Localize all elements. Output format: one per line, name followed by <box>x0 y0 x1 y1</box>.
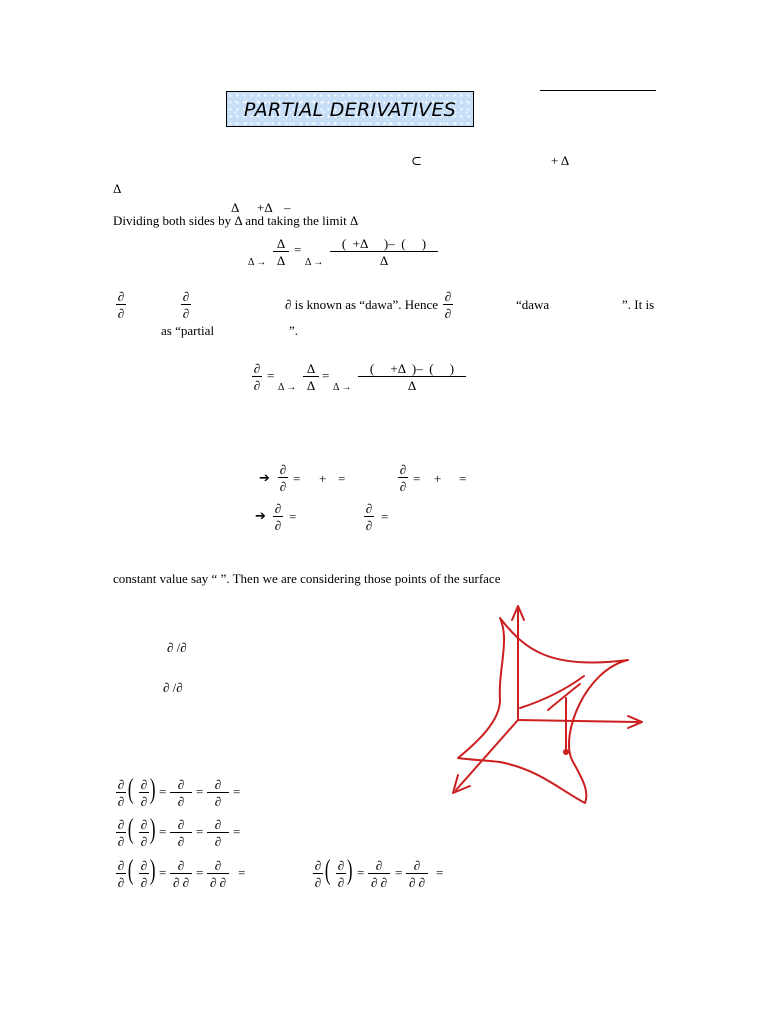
frac-den: ∂ <box>117 875 125 890</box>
equals-15: = <box>233 824 241 839</box>
point-marker <box>563 749 569 755</box>
frac-den: ∂ <box>314 875 322 890</box>
frac-num: ∂ <box>399 462 407 477</box>
dawa-quote-text: “dawa <box>516 297 550 312</box>
frac-den: ∂ ∂ <box>172 875 190 890</box>
frac-bar <box>139 792 149 793</box>
page-title: PARTIAL DERIVATIVES <box>243 99 457 121</box>
subset-symbol: ⊂ <box>411 153 422 168</box>
frac-bar <box>207 792 229 793</box>
arrow-right-icon: ➔ <box>255 509 266 524</box>
frac-den: ∂ ∂ <box>370 875 388 890</box>
frac-den: Δ <box>276 253 286 268</box>
known-as-text: ∂ is known as “dawa”. Hence <box>285 297 438 312</box>
frac-den: ∂ <box>365 518 373 533</box>
equals-2: = <box>267 368 275 383</box>
equals-20: = <box>395 865 403 880</box>
equals-21: = <box>436 865 444 880</box>
frac-num: ∂ <box>177 858 185 873</box>
frac-partial-20 <box>207 859 229 889</box>
frac-num: ∂ <box>140 817 148 832</box>
frac-den: Δ <box>407 378 417 393</box>
frac-num: ∂ <box>413 858 421 873</box>
frac-num: ∂ <box>177 817 185 832</box>
frac-bar <box>170 873 192 874</box>
frac-partial-10 <box>139 778 149 808</box>
delta-symbol-2: Δ <box>231 200 240 215</box>
paren-open-1: ( <box>127 774 134 805</box>
paren-close-1: ) <box>149 774 156 805</box>
equals-8: = <box>289 509 297 524</box>
dividing-text: Dividing both sides by Δ and taking the limit Δ <box>113 213 359 228</box>
frac-num: ∂ <box>444 289 452 304</box>
equals-10: = <box>159 784 167 799</box>
limit-arrow-1b: Δ → <box>305 257 324 268</box>
frac-bar <box>406 873 428 874</box>
equals-7: = <box>459 471 467 486</box>
frac-bar <box>336 873 346 874</box>
frac-partial-9 <box>116 778 126 808</box>
partial-ratio-1: ∂ /∂ <box>167 640 187 655</box>
frac-num: ∂ <box>214 858 222 873</box>
frac-den: Δ <box>306 378 316 393</box>
tangent-curve <box>520 676 584 708</box>
frac-num: ∂ <box>253 361 261 376</box>
frac-num: ∂ <box>182 289 190 304</box>
frac-num: ∂ <box>140 777 148 792</box>
frac-num: ∂ <box>337 858 345 873</box>
limit-arrow-1a: Δ → <box>248 257 267 268</box>
arrow-right-icon: ➔ <box>259 471 270 486</box>
frac-partial-17 <box>116 859 126 889</box>
frac-den: ∂ ∂ <box>408 875 426 890</box>
paren-close-4: ) <box>346 855 353 886</box>
frac-num: ∂ <box>214 777 222 792</box>
equals-6: = <box>413 471 421 486</box>
frac-bar <box>116 832 126 833</box>
equals-13: = <box>159 824 167 839</box>
frac-den: ∂ <box>399 479 407 494</box>
limit-arrow-2a: Δ → <box>278 382 297 393</box>
frac-num: ∂ <box>314 858 322 873</box>
x-axis <box>518 720 638 722</box>
frac-num: ∂ <box>279 462 287 477</box>
frac-bar <box>170 832 192 833</box>
equals-19: = <box>357 865 365 880</box>
frac-den: Δ <box>379 253 389 268</box>
frac-partial-23 <box>368 859 390 889</box>
plus-1: + <box>319 471 327 486</box>
surface-outline <box>458 618 628 803</box>
frac-num: ∂ <box>274 501 282 516</box>
frac-bar <box>313 873 323 874</box>
frac-den: ∂ <box>117 834 125 849</box>
frac-partial-12 <box>207 778 229 808</box>
frac-bar <box>139 873 149 874</box>
frac-bar <box>116 873 126 874</box>
delta-symbol-1: Δ <box>113 181 122 196</box>
frac-bar <box>207 832 229 833</box>
frac-partial-14 <box>139 818 149 848</box>
frac-num: ∂ <box>117 817 125 832</box>
paren-open-2: ( <box>127 814 134 845</box>
frac-num: ∂ <box>117 858 125 873</box>
plus-2: + <box>434 471 442 486</box>
equals-9: = <box>381 509 389 524</box>
frac-den: ∂ <box>140 875 148 890</box>
equals-3: = <box>322 368 330 383</box>
frac-bar <box>207 873 229 874</box>
frac-den: ∂ <box>337 875 345 890</box>
minus-symbol-1: – <box>284 200 291 215</box>
paren-close-2: ) <box>149 814 156 845</box>
frac-partial-18 <box>139 859 149 889</box>
plus-delta-2: +Δ <box>257 200 273 215</box>
frac-bar <box>116 792 126 793</box>
frac-den: ∂ <box>279 479 287 494</box>
frac-den: ∂ <box>117 794 125 809</box>
frac-den: ∂ <box>253 378 261 393</box>
frac-partial-15 <box>170 818 192 848</box>
equals-17: = <box>196 865 204 880</box>
quote-close-text: ”. <box>289 323 299 338</box>
frac-num: ∂ <box>117 289 125 304</box>
frac-num: ∂ <box>177 777 185 792</box>
frac-den: ∂ <box>117 306 125 321</box>
frac-den: ∂ <box>214 794 222 809</box>
equals-11: = <box>196 784 204 799</box>
equals-16: = <box>159 865 167 880</box>
limit-arrow-2b: Δ → <box>333 382 352 393</box>
frac-bar <box>139 832 149 833</box>
frac-den: ∂ <box>140 834 148 849</box>
paren-close-3: ) <box>149 855 156 886</box>
frac-partial-13 <box>116 818 126 848</box>
frac-num: ( +Δ )– ( ) <box>369 361 455 376</box>
frac-den: ∂ <box>177 834 185 849</box>
constant-value-text: constant value say “ ”. Then we are considering those points of the surface <box>113 571 501 586</box>
frac-partial-11 <box>170 778 192 808</box>
frac-partial-22 <box>336 859 346 889</box>
frac-num: ∂ <box>375 858 383 873</box>
frac-num: ∂ <box>214 817 222 832</box>
frac-den: ∂ <box>214 834 222 849</box>
frac-partial-24 <box>406 859 428 889</box>
frac-partial-19 <box>170 859 192 889</box>
frac-num: ∂ <box>365 501 373 516</box>
frac-den: ∂ <box>444 306 452 321</box>
frac-partial-21 <box>313 859 323 889</box>
frac-den: ∂ ∂ <box>209 875 227 890</box>
paren-open-4: ( <box>324 855 331 886</box>
frac-bar <box>170 792 192 793</box>
frac-bar <box>368 873 390 874</box>
equals-12: = <box>233 784 241 799</box>
frac-den: ∂ <box>274 518 282 533</box>
frac-den: ∂ <box>182 306 190 321</box>
frac-num: Δ <box>276 236 286 251</box>
as-partial-text: as “partial <box>161 323 215 338</box>
equals-4: = <box>293 471 301 486</box>
plus-delta-1: + Δ <box>551 153 570 168</box>
equals-5: = <box>338 471 346 486</box>
it-is-text: ”. It is <box>622 297 655 312</box>
paren-open-3: ( <box>127 855 134 886</box>
frac-num: ∂ <box>140 858 148 873</box>
frac-partial-16 <box>207 818 229 848</box>
frac-den: ∂ <box>140 794 148 809</box>
frac-num: Δ <box>306 361 316 376</box>
equals-14: = <box>196 824 204 839</box>
equals-18: = <box>238 865 246 880</box>
frac-num: ( +Δ )– ( ) <box>341 236 427 251</box>
frac-den: ∂ <box>177 794 185 809</box>
partial-ratio-2: ∂ /∂ <box>163 680 183 695</box>
equals-1: = <box>294 242 302 257</box>
frac-num: ∂ <box>117 777 125 792</box>
